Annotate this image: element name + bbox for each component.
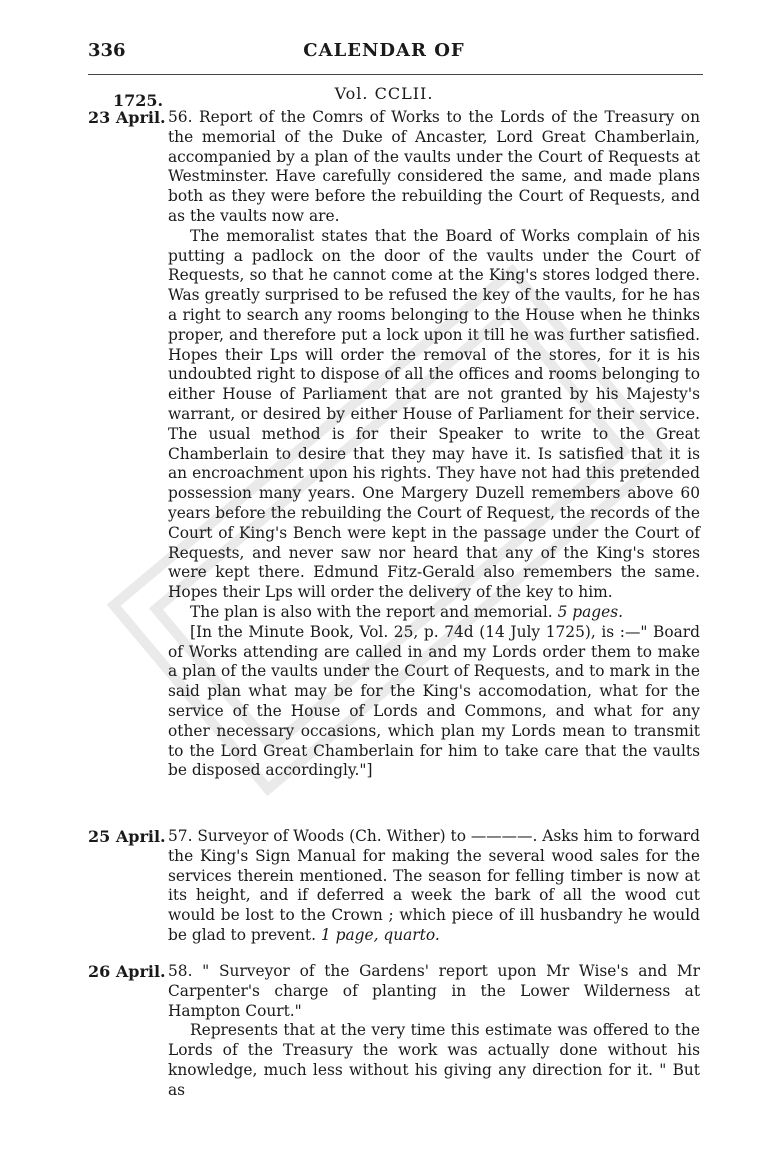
- entry-date: 25 April.: [88, 827, 166, 846]
- entry-paragraph: [168, 603, 700, 623]
- page-count: 5 pages.: [557, 602, 624, 621]
- entry-date: 23 April.: [88, 108, 166, 127]
- entry-paragraph: 56. Report of the Comrs of Works to the Lords of the Treasury on the memorial of the Duke of Ancaster, Lord Great Chamberlain, accompanied by a plan of the vaults under the Court of Requests at Westminster. Have carefully considered the same, and made plans both as they were before the rebuilding the Court of Requests, and as the vaults now are.: [168, 108, 700, 225]
- year-label: 1725.: [113, 91, 164, 110]
- volume-heading: Vol. CCLII.: [334, 84, 434, 103]
- entry-paragraph: Represents that at the very time this estimate was offered to the Lords of the Treasury the work was actually done without his knowledge, much less without his giving any direction for it. " But as: [168, 1021, 700, 1099]
- entry-paragraph: [168, 827, 700, 946]
- entry-title: 58. " Surveyor of the Gardens' report upon Mr Wise's and Mr Carpenter's charge of planting in the Lower Wilderness at Hampton Court.": [168, 962, 700, 1020]
- page-number: 336: [88, 40, 126, 61]
- entry-date: 26 April.: [88, 962, 166, 981]
- entry-56: [168, 108, 700, 781]
- entry-text: 57. Surveyor of Woods (Ch. Wither) to ————. Asks him to forward the King's Sign Manual for making the several wood sales for the services therein mentioned. The season for felling timber is now at its height, and if deferred a week the bark of all the wood cut would be lost to the Crown ; which piece of ill husbandry he would be glad to prevent.: [168, 827, 700, 944]
- plan-note: The plan is also with the report and memorial.: [190, 602, 553, 621]
- page-count: 1 page, quarto.: [320, 925, 440, 944]
- running-title: CALENDAR OF: [303, 40, 465, 61]
- minute-book-note: [In the Minute Book, Vol. 25, p. 74d (14 July 1725), is :—" Board of Works attending are called in and my Lords order them to make a plan of the vaults under the Court of Requests, and to mark in the said plan what may be for the King's accomodation, what for the service of the House of Lords and Commons, and what for any other necessary occasions, which plan my Lords mean to transmit to the Lord Great Chamberlain for him to take care that the vaults be disposed accordingly."]: [168, 622, 700, 780]
- entry-57: [168, 827, 700, 946]
- page-header: [0, 40, 768, 70]
- header-rule: [88, 74, 703, 75]
- entry-paragraph: The memoralist states that the Board of Works complain of his putting a padlock on the door of the vaults under the Court of Requests, so that he cannot come at the King's stores lodged there. Was greatly surprised to be refused the key of the vaults, for he has a right to search any rooms belonging to the House when he thinks proper, and therefore put a lock upon it till he was further satisfied. Hopes their Lps will order the removal of the stores, for it is his undoubted right to dispose of all the offices and rooms belonging to either House of Parliament that are not granted by his Majesty's warrant, or desired by either House of Parliament for their service. The usual method is for their Speaker to write to the Great Chamberlain to desire that they may have it. Is satisfied that it is an encroachment upon his rights. They have not had this pretended possession many years. One Margery Duzell remembers above 60 years before the rebuilding the Court of Request, the records of the Court of King's Bench were kept in the passage under the Court of Requests, and never saw nor heard that any of the King's stores were kept there. Edmund Fitz-Gerald also remembers the same. Hopes their Lps will order the delivery of the key to him.: [168, 226, 700, 602]
- entry-58: [168, 962, 700, 1101]
